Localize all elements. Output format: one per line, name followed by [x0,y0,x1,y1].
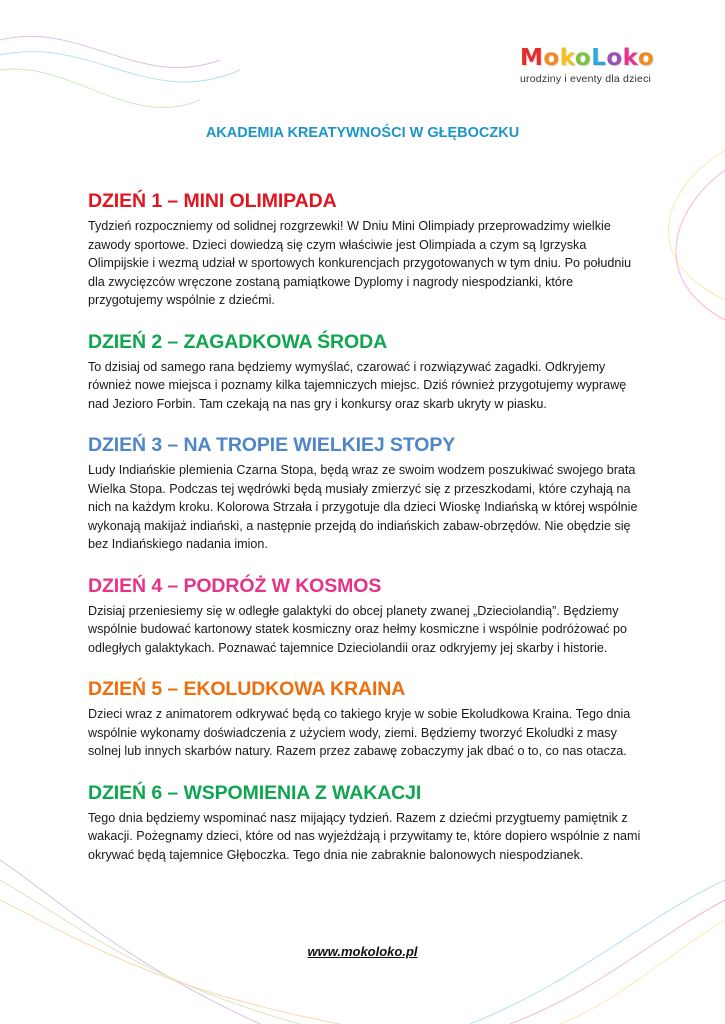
logo-letter: o [543,45,560,71]
logo-letter: o [606,45,623,71]
day-description: To dzisiaj od samego rana będziemy wymyślać, czarować i rozwiązywać zagadki. Odkryjemy również nowe miejsca i poznamy kilka tajemniczych miejsc. Dziś również przygotujemy wyprawę nad Jezioro Forbin. Tam czekają na nas gry i konkursy oraz skarb ukryty w piasku. [88,359,627,411]
day-heading: DZIEŃ 1 – MINI OLIMIPADA [88,190,337,212]
day-heading: DZIEŃ 4 – PODRÓŻ W KOSMOS [88,574,382,597]
logo-wordmark [520,44,685,72]
day-heading: DZIEŃ 3 – NA TROPIE WIELKIEJ STOPY [88,434,456,456]
logo-letter: M [520,45,544,71]
day-section [88,189,648,310]
days-list [88,189,648,884]
day-section [88,330,648,414]
day-section [88,781,648,865]
day-description: Dzisiaj przeniesiemy się w odległe galaktyki do obcej planety zwanej „Dzieciolandią”. Będziemy wspólnie budować kartonowy statek kosmiczny oraz hełmy kosmiczne i wspólnie podróżować po odległych galaktykach. Poznawać tajemnice Dzieciolandii oraz odkryjemy jej skarby i historie. [88,603,627,655]
website-link[interactable]: www.mokoloko.pl [307,944,418,959]
day-description: Ludy Indiańskie plemienia Czarna Stopa, będą wraz ze swoim wodzem poszukiwać swojego brata Wielka Stopa. Podczas tej wędrówki będą musiały zmierzyć się z przeszkodami, które czyhają na nich na każdym kroku. Kolorowa Strzała i przygotuje dla dzieci Wioskę Indiańską w której wspólnie wykonają makijaż indiański, a następnie przejdą do indiańskich zabaw-obrzędów. Nie obędzie się bez Indiańskiego nadania imion. [88,463,638,551]
day-description: Tego dnia będziemy wspominać nasz mijający tydzień. Razem z dziećmi przygtuemy pamiętnik z wakacji. Pożegnamy dzieci, które od nas wyjeżdżają i przywitamy te, które dopiero wspólnie z nami okrywać będą tajemnice Głęboczka. Tego dnia nie zabraknie balonowych niespodzianek. [88,810,641,862]
logo-letter: L [591,45,607,71]
logo-letter: k [559,45,575,71]
day-heading: DZIEŃ 5 – EKOLUDKOWA KRAINA [88,678,406,700]
mokoloko-logo [520,44,685,85]
day-section [88,433,648,554]
day-heading: DZIEŃ 2 – ZAGADKOWA ŚRODA [88,330,388,353]
day-description: Dzieci wraz z animatorem odkrywać będą co takiego kryje w sobie Ekoludkowa Kraina. Tego dnia wspólnie wykonamy doświadczenia z użyciem wody, ziemi. Będziemy tworzyć Ekoludki z masy solnej lub innych skarbów natury. Razem przez zabawę zobaczymy jak dbać o to, co nas otacza. [88,707,631,758]
logo-letter: k [622,45,638,71]
logo-letter: o [637,45,655,71]
day-description: Tydzień rozpoczniemy od solidnej rozgrzewki! W Dniu Mini Olimpiady przeprowadzimy wielkie zawody sportowe. Dzieci dowiedzą się czym właściwie jest Olimpiada a czym są Igrzyska Olimpijskie i wezmą udział w sportowych konkurencjach przygotowanych w tym dniu. Po południu dla zwycięzców wręczone zostaną pamiątkowe Dyplomy i nagrody niespodzianki, które przygotujemy wspólnie z dziećmi. [88,219,632,307]
logo-letter: o [574,45,592,71]
page-title: AKADEMIA KREATYWNOŚCI W GŁĘBOCZKU [205,125,520,141]
logo-tagline: urodziny i eventy dla dzieci [520,73,652,85]
day-section [88,677,648,761]
day-heading: DZIEŃ 6 – WSPOMIENIA Z WAKACJI [88,781,422,804]
day-section [88,574,648,658]
